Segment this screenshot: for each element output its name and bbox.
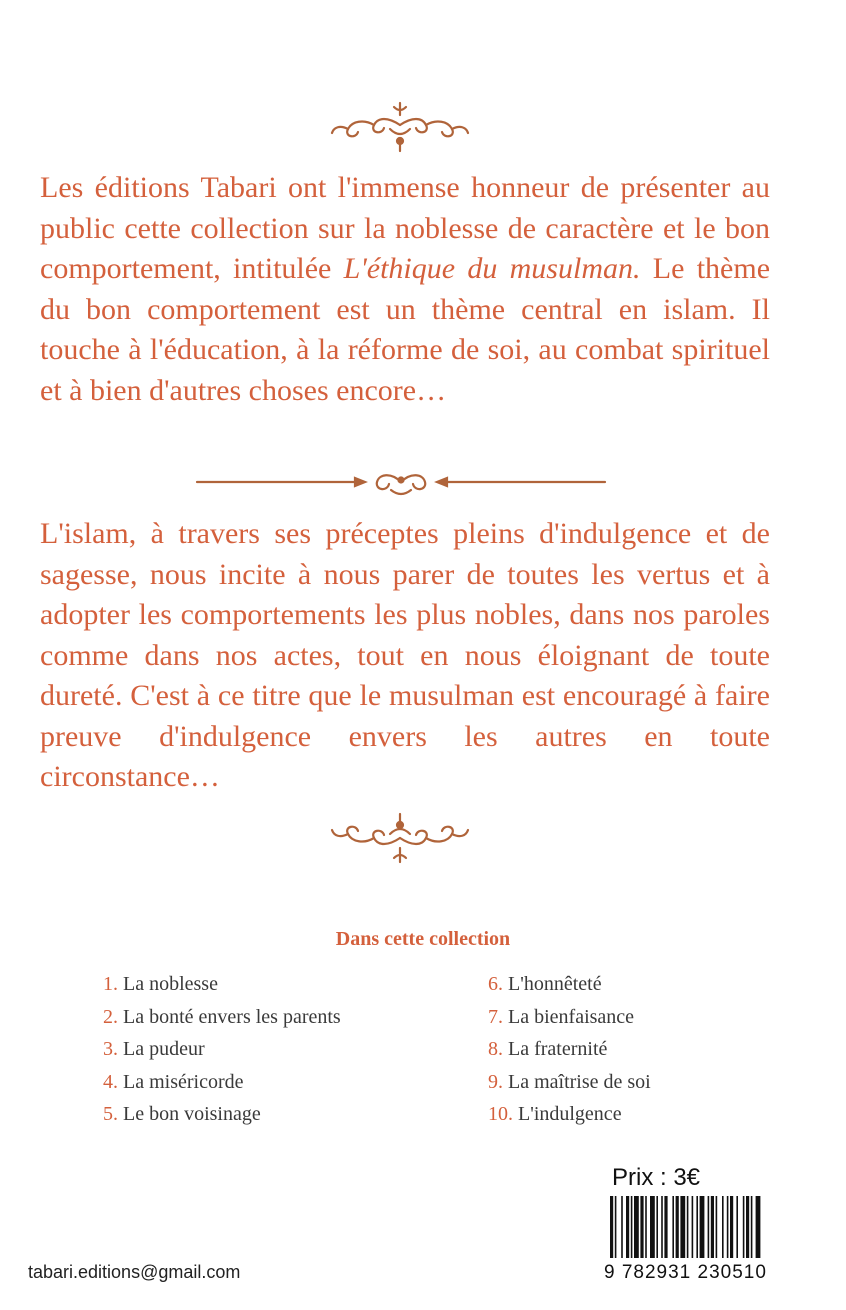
- barcode-bar: [661, 1196, 663, 1258]
- barcode-bar: [680, 1196, 685, 1258]
- bottom-ornament-icon: [330, 808, 470, 870]
- barcode-bar: [687, 1196, 689, 1258]
- barcode-bar: [736, 1196, 738, 1258]
- collection-item-number: 10.: [488, 1103, 513, 1125]
- collection-list-left: [103, 968, 341, 1131]
- intro-paragraph-2: L'islam, à travers ses préceptes pleins d'indulgence et de sagesse, nous incite à nous parer de toutes les vertus et à adopter les comportements les plus nobles, dans nos paroles comme dans nos actes, tout en nous éloignant de toute dureté. C'est à ce titre que le musulman est encouragé à faire preuve d'indulgence envers les autres en toute circonstance…: [40, 517, 770, 793]
- collection-item-number: 8.: [488, 1038, 503, 1060]
- divider-ornament-icon: [195, 464, 607, 500]
- collection-item: [488, 1033, 651, 1066]
- barcode-bar: [700, 1196, 705, 1258]
- collection-item-number: 7.: [488, 1005, 503, 1028]
- collection-item-title: L'honnêteté: [503, 973, 602, 995]
- barcode-bar: [621, 1196, 623, 1258]
- collection-item: [488, 1098, 651, 1131]
- collection-item-title: La pudeur: [118, 1038, 205, 1060]
- collection-item-number: 9.: [488, 1070, 503, 1093]
- barcode-bar: [676, 1196, 679, 1258]
- collection-item-title: La bonté envers les parents: [118, 1005, 341, 1028]
- collection-item-title: La bienfaisance: [503, 1005, 635, 1028]
- collection-item-title: La fraternité: [503, 1038, 608, 1060]
- barcode-bar: [743, 1196, 745, 1258]
- collection-item-title: Le bon voisinage: [118, 1103, 261, 1125]
- barcode-bar: [645, 1196, 647, 1258]
- barcode-bar: [631, 1196, 633, 1258]
- barcode-bar: [664, 1196, 667, 1258]
- collection-title: L'éthique du musulman.: [343, 252, 641, 285]
- intro-lead: Les éditions Tabari ont l'immense honneur de présenter au public cette collection sur la noblesse de caractère et le bon comportement, intitulée: [40, 171, 770, 285]
- collection-item-number: 1.: [103, 973, 118, 995]
- barcode-bar: [656, 1196, 658, 1258]
- collection-item: [488, 968, 651, 1001]
- collection-item-number: 2.: [103, 1005, 118, 1028]
- intro-paragraph-1: [40, 168, 770, 411]
- intro-rest: Le thème du bon comportement est un thème central en islam. Il touche à l'éducation, à la réforme de soi, au combat spirituel et à bien d'autres choses encore…: [40, 252, 771, 407]
- top-ornament-icon: [330, 95, 470, 157]
- barcode-bar: [696, 1196, 698, 1258]
- barcode-bar: [727, 1196, 729, 1258]
- barcode-bar: [708, 1196, 710, 1258]
- collection-item-title: L'indulgence: [513, 1103, 622, 1125]
- barcode-bar: [672, 1196, 674, 1258]
- collection-item: [103, 1033, 341, 1066]
- collection-item: [488, 1066, 651, 1099]
- collection-item: [103, 1098, 341, 1131]
- barcode-bar: [610, 1196, 613, 1258]
- isbn-number: 9 782931 230510: [604, 1262, 767, 1283]
- collection-item: [103, 1066, 341, 1099]
- contact-email: tabari.editions@gmail.com: [28, 1262, 241, 1282]
- barcode-bar: [716, 1196, 718, 1258]
- barcode-bar: [711, 1196, 714, 1258]
- barcode-bar: [746, 1196, 749, 1258]
- barcode-bar: [615, 1196, 617, 1258]
- collection-item: [103, 968, 341, 1001]
- collection-item-title: La miséricorde: [118, 1070, 244, 1093]
- barcode-bar: [751, 1196, 753, 1258]
- barcode-bar: [730, 1196, 733, 1258]
- barcode-bar: [692, 1196, 694, 1258]
- barcode-bar: [650, 1196, 655, 1258]
- collection-item: [488, 1001, 651, 1034]
- collection-heading: Dans cette collection: [335, 928, 511, 950]
- collection-item-number: 5.: [103, 1103, 118, 1125]
- barcode-bar: [626, 1196, 629, 1258]
- barcode-bar: [756, 1196, 761, 1258]
- barcode-bar: [640, 1196, 643, 1258]
- barcode-bar: [722, 1196, 724, 1258]
- price-label: Prix : 3€: [612, 1164, 701, 1191]
- barcode-icon: [608, 1196, 814, 1258]
- collection-item-number: 4.: [103, 1070, 118, 1093]
- collection-item-number: 3.: [103, 1038, 118, 1060]
- collection-item: [103, 1001, 341, 1034]
- collection-item-title: La maîtrise de soi: [503, 1070, 651, 1093]
- collection-list-right: [488, 968, 651, 1131]
- collection-item-number: 6.: [488, 973, 503, 995]
- collection-item-title: La noblesse: [118, 973, 218, 995]
- barcode-bar: [634, 1196, 639, 1258]
